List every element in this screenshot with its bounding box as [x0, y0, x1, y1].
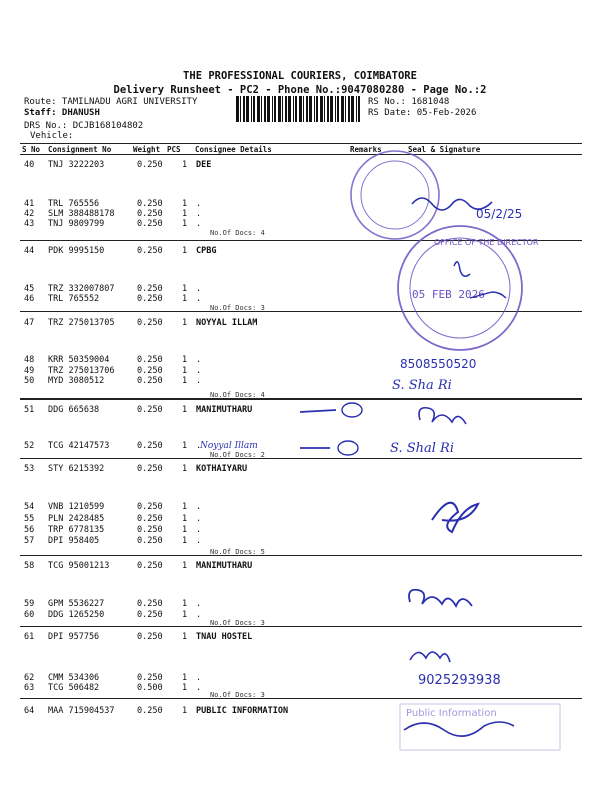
row-sno: 55 [24, 514, 35, 524]
staff-label: Staff: DHANUSH [24, 108, 100, 118]
dash-51 [300, 410, 336, 412]
row-weight: 0.250 [137, 525, 163, 535]
row-weight: 0.250 [137, 561, 163, 571]
row-sno: 45 [24, 284, 35, 294]
row-pcs: 1 [182, 318, 188, 328]
col-remarks: Remarks [350, 145, 382, 154]
row-pcs: 1 [182, 376, 188, 386]
row-pcs: 1 [182, 199, 188, 209]
row-consignment: TNJ 9809799 [48, 219, 105, 229]
row-details: MANIMUTHARU [196, 561, 253, 571]
row-sno: 42 [24, 209, 35, 219]
row-weight: 0.250 [137, 441, 163, 451]
docs-count: No.Of Docs: 2 [210, 451, 265, 459]
row-details: CPBG [196, 246, 217, 256]
row-pcs: 1 [182, 209, 188, 219]
row-pcs: 1 [182, 706, 188, 716]
row-consignment: MAA 715904537 [48, 706, 115, 716]
tamil-sig-59 [409, 590, 472, 606]
phone-48: 8508550520 [400, 357, 477, 371]
docs-count: No.Of Docs: 3 [210, 619, 265, 627]
row-weight: 0.250 [137, 318, 163, 328]
row-sno: 44 [24, 246, 35, 256]
row-consignment: TRZ 275013705 [48, 318, 115, 328]
row-details: . [196, 673, 202, 683]
row-weight: 0.500 [137, 683, 163, 693]
row-consignment: PDK 9995150 [48, 246, 105, 256]
scribble-signature-54 [432, 503, 478, 532]
row-weight: 0.250 [137, 366, 163, 376]
row-details: . [196, 209, 202, 219]
row-pcs: 1 [182, 632, 188, 642]
sig-61 [410, 652, 450, 662]
row-details: KOTHAIYARU [196, 464, 248, 474]
row-weight: 0.250 [137, 376, 163, 386]
row-consignment: TRL 765556 [48, 199, 100, 209]
row-details: . [196, 525, 202, 535]
row-weight: 0.250 [137, 610, 163, 620]
row-weight: 0.250 [137, 632, 163, 642]
row-consignment: TCG 42147573 [48, 441, 110, 451]
row-sno: 63 [24, 683, 35, 693]
sig-50: S. Sha Ri [392, 378, 452, 393]
stamp-top-text: OFFICE OF THE DIRECTOR [434, 238, 539, 247]
row-details: . [196, 514, 202, 524]
row-sno: 40 [24, 160, 35, 170]
row-details: . [196, 610, 202, 620]
row-pcs: 1 [182, 610, 188, 620]
row-details: . [196, 284, 202, 294]
row-weight: 0.250 [137, 706, 163, 716]
office-stamp-top [351, 151, 439, 239]
row-pcs: 1 [182, 284, 188, 294]
circle-51 [342, 403, 362, 417]
docs-count: No.Of Docs: 3 [210, 304, 265, 312]
row-weight: 0.250 [137, 536, 163, 546]
sig-date-40: 05/2/25 [476, 207, 523, 221]
document-subtitle: Delivery Runsheet - PC2 - Phone No.:9047080280 - Page No.:2 [113, 84, 487, 96]
row-details: . [196, 355, 202, 365]
docs-count: No.Of Docs: 4 [210, 229, 265, 237]
row-pcs: 1 [182, 219, 188, 229]
row-weight: 0.250 [137, 209, 163, 219]
row-details: . [196, 199, 202, 209]
row-sno: 56 [24, 525, 35, 535]
row-weight: 0.250 [137, 199, 163, 209]
row-consignment: TCG 95001213 [48, 561, 110, 571]
row-weight: 0.250 [137, 514, 163, 524]
row-sno: 49 [24, 366, 35, 376]
sig-52: S. Shal Ri [390, 441, 454, 456]
row-weight: 0.250 [137, 294, 163, 304]
row-sno: 47 [24, 318, 35, 328]
row-pcs: 1 [182, 294, 188, 304]
rs-number: RS No.: 1681048 [368, 97, 450, 107]
circle-52 [338, 441, 358, 455]
row-pcs: 1 [182, 405, 188, 415]
row-consignment: TRZ 275013706 [48, 366, 115, 376]
row-pcs: 1 [182, 366, 188, 376]
row-pcs: 1 [182, 355, 188, 365]
row-pcs: 1 [182, 160, 188, 170]
note-52: Noyyal Illam [200, 441, 258, 451]
row-weight: 0.250 [137, 355, 163, 365]
col-pcs: PCS [167, 145, 181, 154]
row-details: DEE [196, 160, 212, 170]
row-details: MANIMUTHARU [196, 405, 253, 415]
signature-64 [404, 722, 514, 736]
row-weight: 0.250 [137, 246, 163, 256]
stamp-date: 05 FEB 2026 [412, 288, 485, 301]
row-sno: 48 [24, 355, 35, 365]
col-consignment: Consignment No [48, 145, 112, 154]
route-label: Route: TAMILNADU AGRI UNIVERSITY [24, 97, 198, 107]
row-details: . [196, 294, 202, 304]
row-consignment: TRL 765552 [48, 294, 100, 304]
row-weight: 0.250 [137, 464, 163, 474]
col-details: Consignee Details [195, 145, 272, 154]
row-weight: 0.250 [137, 219, 163, 229]
row-weight: 0.250 [137, 599, 163, 609]
row-details: . [196, 502, 202, 512]
row-consignment: KRR 50359004 [48, 355, 110, 365]
docs-count: No.Of Docs: 3 [210, 691, 265, 699]
row-pcs: 1 [182, 246, 188, 256]
row-sno: 62 [24, 673, 35, 683]
row-pcs: 1 [182, 673, 188, 683]
row-sno: 41 [24, 199, 35, 209]
row-weight: 0.250 [137, 160, 163, 170]
row-sno: 59 [24, 599, 35, 609]
row-consignment: GPM 5536227 [48, 599, 105, 609]
row-consignment: DDG 1265250 [48, 610, 105, 620]
col-weight: Weight [133, 145, 161, 154]
row-pcs: 1 [182, 464, 188, 474]
docs-count: No.Of Docs: 5 [210, 548, 265, 556]
row-sno: 46 [24, 294, 35, 304]
row-details: . [196, 441, 202, 451]
row-weight: 0.250 [137, 673, 163, 683]
drs-number: DRS No.: DCJB168104802 [24, 121, 144, 131]
rs-date: RS Date: 05-Feb-2026 [368, 108, 477, 118]
document-title: THE PROFESSIONAL COURIERS, COIMBATORE [183, 70, 417, 82]
row-details: TNAU HOSTEL [196, 632, 253, 642]
row-consignment: DPI 958405 [48, 536, 100, 546]
stamp-bottom-text: Public Information [406, 708, 497, 719]
row-details: . [196, 683, 202, 693]
row-pcs: 1 [182, 525, 188, 535]
row-sno: 43 [24, 219, 35, 229]
row-pcs: 1 [182, 561, 188, 571]
row-pcs: 1 [182, 599, 188, 609]
row-sno: 54 [24, 502, 35, 512]
row-sno: 53 [24, 464, 35, 474]
tamil-sig-51 [419, 408, 466, 424]
row-details: . [196, 536, 202, 546]
row-consignment: VNB 1210599 [48, 502, 105, 512]
row-weight: 0.250 [137, 284, 163, 294]
row-consignment: SLM 388488178 [48, 209, 115, 219]
row-consignment: TNJ 3222203 [48, 160, 105, 170]
row-details: NOYYAL ILLAM [196, 318, 258, 328]
row-sno: 58 [24, 561, 35, 571]
row-sno: 50 [24, 376, 35, 386]
row-sno: 51 [24, 405, 35, 415]
row-details: . [196, 599, 202, 609]
row-pcs: 1 [182, 514, 188, 524]
row-consignment: PLN 2428485 [48, 514, 105, 524]
row-sno: 52 [24, 441, 35, 451]
vehicle-label: Vehicle: [30, 131, 74, 141]
docs-count: No.Of Docs: 4 [210, 391, 265, 399]
row-details: PUBLIC INFORMATION [196, 706, 289, 716]
row-consignment: DDG 665638 [48, 405, 100, 415]
phone-61: 9025293938 [418, 673, 501, 688]
row-sno: 61 [24, 632, 35, 642]
row-consignment: DPI 957756 [48, 632, 100, 642]
row-pcs: 1 [182, 441, 188, 451]
row-sno: 57 [24, 536, 35, 546]
row-consignment: TCG 506482 [48, 683, 100, 693]
row-sno: 60 [24, 610, 35, 620]
row-details: . [196, 219, 202, 229]
row-consignment: TRZ 332007807 [48, 284, 115, 294]
row-pcs: 1 [182, 683, 188, 693]
row-consignment: CMM 534306 [48, 673, 100, 683]
row-pcs: 1 [182, 502, 188, 512]
row-pcs: 1 [182, 536, 188, 546]
row-consignment: TRP 6778135 [48, 525, 105, 535]
col-seal: Seal & Signature [408, 145, 481, 154]
row-details: . [196, 376, 202, 386]
signature-44 [454, 262, 470, 276]
row-weight: 0.250 [137, 502, 163, 512]
row-consignment: STY 6215392 [48, 464, 105, 474]
row-weight: 0.250 [137, 405, 163, 415]
row-sno: 64 [24, 706, 35, 716]
row-consignment: MYD 3080512 [48, 376, 105, 386]
col-sno: S No [22, 145, 41, 154]
row-details: . [196, 366, 202, 376]
